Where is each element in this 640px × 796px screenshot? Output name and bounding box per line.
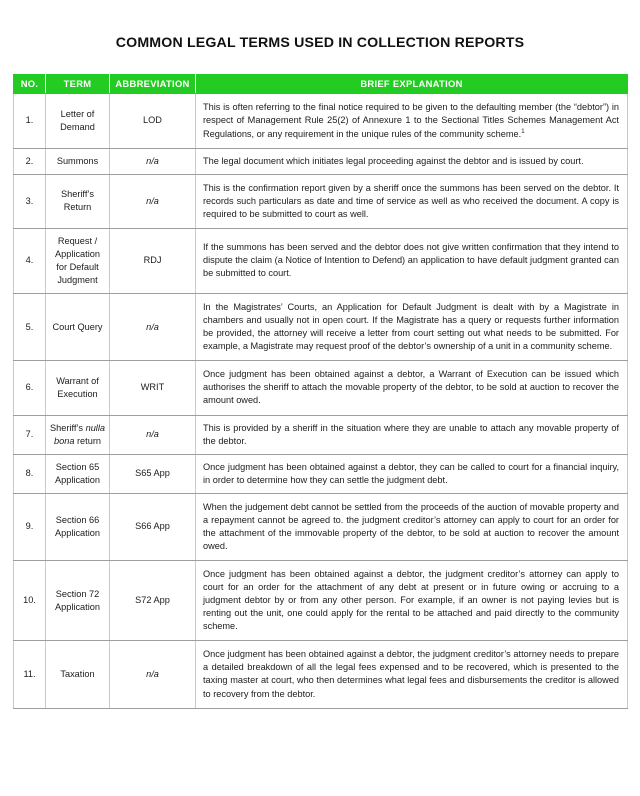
cell-explanation: Once judgment has been obtained against a debtor, they can be called to court for a financial inquiry, in order to determine how they can settle the judgment debt. [196, 454, 628, 493]
cell-number: 8. [14, 454, 46, 493]
cell-number: 5. [14, 294, 46, 361]
term-italic-fragment: nulla bona [53, 422, 105, 446]
table-header-row [14, 75, 628, 94]
cell-abbreviation: S66 App [110, 493, 196, 560]
abbreviation-italic: n/a [146, 155, 159, 166]
table-row [14, 94, 628, 148]
table-row [14, 361, 628, 415]
cell-explanation: This is provided by a sheriff in the situation where they are unable to attach any movable property of the debtor. [196, 415, 628, 454]
cell-explanation: The legal document which initiates legal proceeding against the debtor and is issued by court. [196, 148, 628, 174]
abbreviation-italic: n/a [146, 429, 159, 440]
cell-explanation: When the judgement debt cannot be settled from the proceeds of the auction of movable property and a repayment cannot be agreed to. the judgment creditor’s attorney can apply to court for an order for the attachment of the immovable property of the debtor, to be sold at auction to recover the amount owed. [196, 493, 628, 560]
cell-number: 1. [14, 94, 46, 148]
cell-explanation: If the summons has been served and the debtor does not give written confirmation that they intend to dispute the claim (a Notice of Intention to Defend) an application to have default judgment granted can be submitted to court. [196, 228, 628, 293]
cell-abbreviation [110, 294, 196, 361]
cell-explanation: Once judgment has been obtained against a debtor, the judgment creditor’s attorney needs to prepare a detailed breakdown of all the legal fees expensed and to be recovered, which is presented to the taxing master at court, who then determines what legal fees and disbursements the creditor is allowed to recovery from the debtor. [196, 641, 628, 708]
cell-term: Warrant of Execution [46, 361, 110, 415]
table-row [14, 174, 628, 228]
cell-term: Section 66 Application [46, 493, 110, 560]
table-row [14, 294, 628, 361]
cell-abbreviation: S65 App [110, 454, 196, 493]
cell-abbreviation [110, 174, 196, 228]
cell-number: 11. [14, 641, 46, 708]
cell-term: Sheriff’s Return [46, 174, 110, 228]
cell-number: 10. [14, 561, 46, 641]
table-row [14, 641, 628, 708]
abbreviation-italic: n/a [146, 668, 159, 679]
footnote-marker: 1 [521, 127, 525, 135]
cell-abbreviation [110, 641, 196, 708]
column-header-explanation: BRIEF EXPLANATION [196, 75, 628, 94]
cell-term: Request / Application for Default Judgment [46, 228, 110, 293]
cell-term: Court Query [46, 294, 110, 361]
cell-abbreviation: WRIT [110, 361, 196, 415]
cell-term: Summons [46, 148, 110, 174]
column-header-abbreviation: ABBREVIATION [110, 75, 196, 94]
cell-explanation: Once judgment has been obtained against a debtor, the judgment creditor’s attorney can apply to court for an order for the attachment of any debt at present or in future owing or accruing to a judgment debtor by or from any other person. For example, if an owner is not paying levies but is renting out the unit, one could apply for the rental to be attached and paid directly to the community scheme. [196, 561, 628, 641]
abbreviation-italic: n/a [146, 195, 159, 206]
table-header [14, 75, 628, 94]
cell-number: 7. [14, 415, 46, 454]
cell-explanation: Once judgment has been obtained against a debtor, a Warrant of Execution can be issued which authorises the sheriff to attach the movable property of the debtor, to be sold at auction to recover the amount owed. [196, 361, 628, 415]
cell-abbreviation: LOD [110, 94, 196, 148]
cell-explanation: This is often referring to the final notice required to be given to the defaulting member (the “debtor”) in respect of Management Rule 25(2) of Annexure 1 to the Sectional Titles Schemes Management Act Regulations, or any requirement in the unique rules of the community scheme.$^1$ [196, 94, 628, 148]
column-header-no: NO. [14, 75, 46, 94]
cell-abbreviation [110, 148, 196, 174]
table-row [14, 561, 628, 641]
cell-explanation: In the Magistrates’ Courts, an Application for Default Judgment is dealt with by a Magistrate in chambers and usually not in open court. If the Magistrate has a query or requests further information be provided, the attorney will receive a letter from court setting out what needs to be submitted. For example, a Magistrate may request proof of the debtor’s ownership of a unit in a community scheme. [196, 294, 628, 361]
cell-explanation: This is the confirmation report given by a sheriff once the summons has been served on the debtor. It records such particulars as date and time of service as well as who received the document. A copy is required to be submitted to court as well. [196, 174, 628, 228]
table-row [14, 228, 628, 293]
cell-abbreviation: RDJ [110, 228, 196, 293]
cell-number: 9. [14, 493, 46, 560]
cell-term: Section 72 Application [46, 561, 110, 641]
cell-number: 4. [14, 228, 46, 293]
cell-term: Sheriff’s nulla bona return [46, 415, 110, 454]
cell-number: 6. [14, 361, 46, 415]
table-row [14, 454, 628, 493]
table-container [13, 52, 627, 709]
cell-abbreviation: S72 App [110, 561, 196, 641]
cell-term: Section 65 Application [46, 454, 110, 493]
page-title: COMMON LEGAL TERMS USED IN COLLECTION REPORTS [115, 35, 525, 51]
column-header-term: TERM [46, 75, 110, 94]
abbreviation-italic: n/a [146, 321, 159, 332]
cell-number: 3. [14, 174, 46, 228]
cell-term: Taxation [46, 641, 110, 708]
table-row [14, 415, 628, 454]
cell-abbreviation [110, 415, 196, 454]
cell-term: Letter of Demand [46, 94, 110, 148]
table-row [14, 148, 628, 174]
legal-terms-table [13, 74, 628, 709]
table-body [14, 94, 628, 708]
table-row [14, 493, 628, 560]
cell-number: 2. [14, 148, 46, 174]
